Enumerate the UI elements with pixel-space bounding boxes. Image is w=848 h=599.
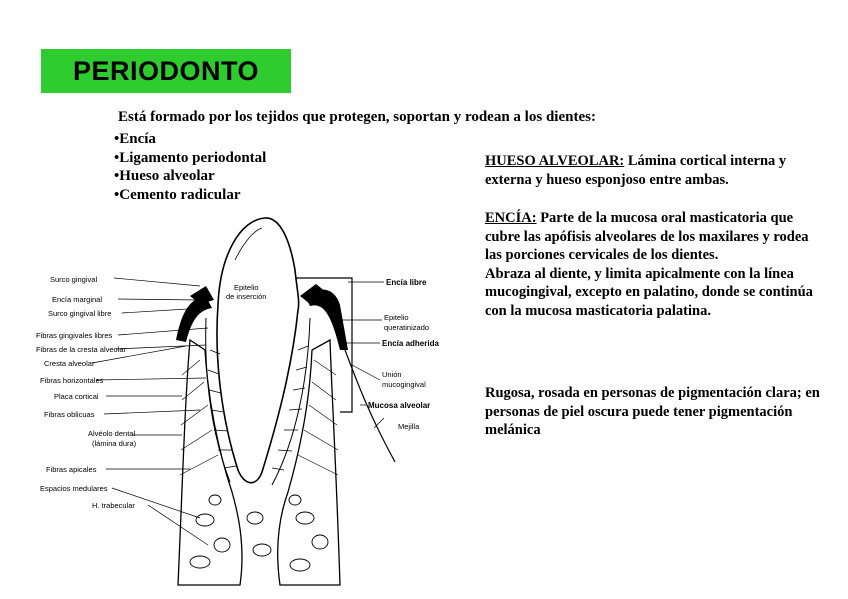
label-fibras-gingivales: Fibras gingivales libres <box>36 331 113 340</box>
label-fibras-horizontales: Fibras horizontales <box>40 376 104 385</box>
label-surco-gingival: Surco gingival <box>50 275 98 284</box>
label-espacios-medulares: Espacios medulares <box>40 484 108 493</box>
label-encia-libre: Encía libre <box>386 278 427 287</box>
list-item: •Cemento radicular <box>114 186 241 203</box>
list-item: •Ligamento periodontal <box>114 149 267 166</box>
label-fibras-oblicuas: Fibras oblicuas <box>44 410 95 419</box>
label-encia-adherida: Encía adherida <box>382 339 439 348</box>
encia-paragraph <box>485 209 825 320</box>
label-fibras-cresta: Fibras de la cresta alveolar <box>36 345 127 354</box>
rugosa-paragraph: Rugosa, rosada en personas de pigmentación clara; en personas de piel oscura puede tener pigmentación melánica <box>485 385 820 438</box>
label-placa-cortical: Placa cortical <box>54 392 99 401</box>
component-list <box>114 130 266 204</box>
list-item: •Hueso alveolar <box>114 168 215 184</box>
label-epitelio: Epitelio <box>234 283 259 292</box>
label-de-insercion: de inserción <box>226 292 267 301</box>
label-surco-gingival-libre: Surco gingival libre <box>48 309 112 318</box>
label-mejilla: Mejilla <box>398 422 420 431</box>
periodontium-diagram <box>0 200 480 590</box>
encia-text: Parte de la mucosa oral masticatoria que cubre las apófisis alveolares de los maxilares y rodea las porciones cervicales de los dientes. <box>485 210 809 263</box>
hueso-text: Lámina cortical interna y externa y hueso esponjoso entre ambas. <box>485 153 787 188</box>
title-banner <box>41 49 291 93</box>
label-mucogingival: mucogingival <box>382 380 426 389</box>
label-epitelio-r: Epitelio <box>384 313 409 322</box>
intro-text: Está formado por los tejidos que protegen, soportan y rodean a los dientes: <box>118 109 596 125</box>
label-lamina-dura: (lámina dura) <box>92 439 137 448</box>
label-queratinizado: queratinizado <box>384 323 430 332</box>
hueso-heading: HUESO ALVEOLAR: <box>485 153 625 169</box>
label-mucosa-alveolar: Mucosa alveolar <box>368 401 431 410</box>
label-cresta-alveolar: Cresta alveolar <box>44 359 95 368</box>
list-item: •Encía <box>114 131 156 147</box>
encia-heading: ENCÍA: <box>485 210 537 226</box>
label-encia-marginal: Encía marginal <box>52 295 103 304</box>
label-fibras-apicales: Fibras apicales <box>46 465 97 474</box>
label-alveolo-dental: Alvéolo dental <box>88 429 136 438</box>
encia-text-2: Abraza al diente, y limita apicalmente con la línea mucogingival, excepto en palatino, donde se continúa con la mucosa masticatoria palatina. <box>485 265 813 319</box>
label-union: Unión <box>382 370 402 379</box>
label-h-trabecular: H. trabecular <box>92 501 135 510</box>
hueso-alveolar-paragraph <box>485 152 825 189</box>
page-title: PERIODONTO <box>72 55 260 86</box>
tooth-root <box>217 305 298 483</box>
